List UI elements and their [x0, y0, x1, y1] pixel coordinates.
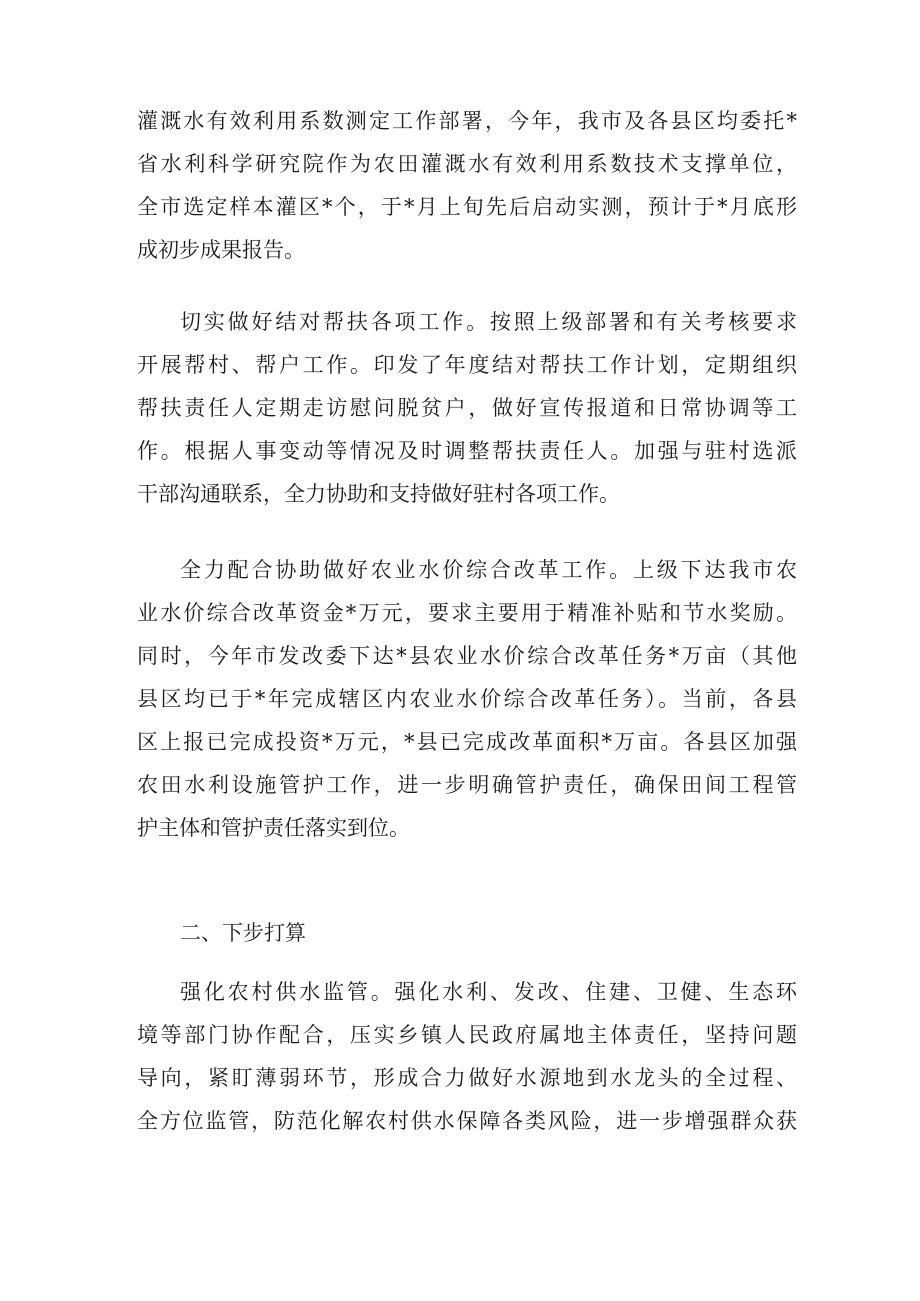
paragraph-2-line-1: 切实做好结对帮扶各项工作。按照上级部署和有关考核要求	[180, 310, 797, 334]
paragraph-3-line-6: 农田水利设施管护工作，进一步明确管护责任，确保田间工程管	[137, 773, 797, 797]
paragraph-1-line-2: 省水利科学研究院作为农田灌溉水有效利用系数技术支撑单位，	[137, 152, 797, 176]
paragraph-3-line-7: 护主体和管护责任落实到位。	[137, 816, 410, 840]
paragraph-3-line-4: 县区均已于*年完成辖区内农业水价综合改革任务）。当前，各县	[137, 687, 797, 711]
paragraph-1-line-3: 全市选定样本灌区*个，于*月上旬先后启动实测，预计于*月底形	[137, 195, 797, 219]
paragraph-1-line-1: 灌溉水有效利用系数测定工作部署，今年，我市及各县区均委托*	[137, 109, 797, 133]
paragraph-3-line-3: 同时，今年市发改委下达*县农业水价综合改革任务*万亩（其他	[137, 644, 797, 668]
paragraph-2-line-3: 帮扶责任人定期走访慰问脱贫户，做好宣传报道和日常协调等工	[137, 396, 797, 420]
paragraph-4-line-2: 境等部门协作配合，压实乡镇人民政府属地主体责任，坚持问题	[137, 1023, 797, 1047]
paragraph-2-line-2: 开展帮村、帮户工作。印发了年度结对帮扶工作计划，定期组织	[137, 353, 797, 377]
paragraph-4-line-3: 导向，紧盯薄弱环节，形成合力做好水源地到水龙头的全过程、	[137, 1066, 797, 1090]
paragraph-2-line-4: 作。根据人事变动等情况及时调整帮扶责任人。加强与驻村选派	[137, 439, 797, 463]
paragraph-3-line-2: 业水价综合改革资金*万元，要求主要用于精准补贴和节水奖励。	[137, 601, 797, 625]
paragraph-4-line-1: 强化农村供水监管。强化水利、发改、住建、卫健、生态环	[180, 980, 797, 1004]
section-heading: 二、下步打算	[180, 921, 306, 945]
paragraph-2-line-5: 干部沟通联系，全力协助和支持做好驻村各项工作。	[137, 482, 620, 506]
paragraph-3-line-5: 区上报已完成投资*万元，*县已完成改革面积*万亩。各县区加强	[137, 730, 797, 754]
paragraph-3-line-1: 全力配合协助做好农业水价综合改革工作。上级下达我市农	[180, 558, 797, 582]
paragraph-1-line-4: 成初步成果报告。	[137, 238, 305, 262]
paragraph-4-line-4: 全方位监管，防范化解农村供水保障各类风险，进一步增强群众获	[137, 1109, 797, 1133]
